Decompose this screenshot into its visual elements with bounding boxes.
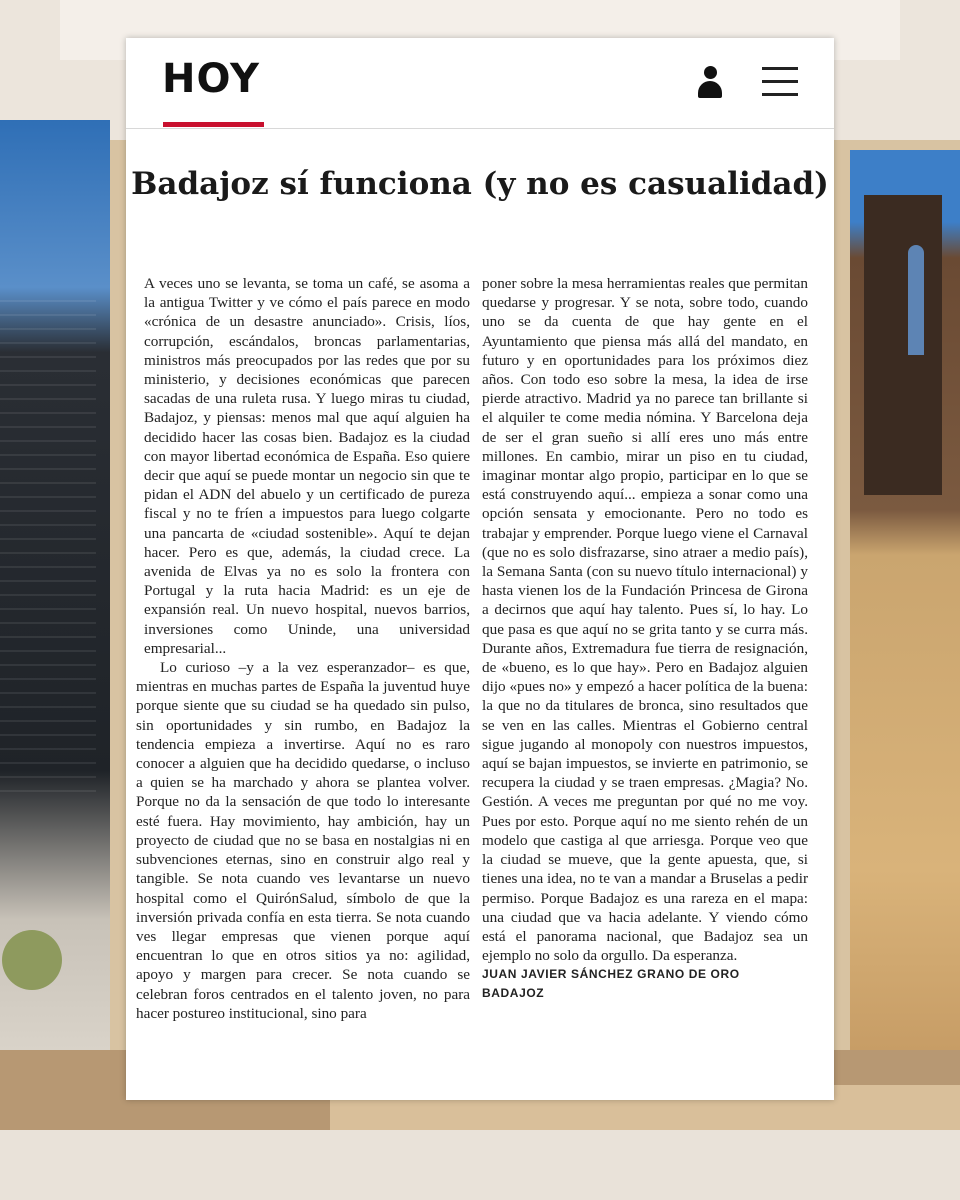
building-facade-lines bbox=[0, 300, 96, 800]
article-location: BADAJOZ bbox=[482, 986, 545, 1001]
castle-window bbox=[908, 245, 924, 355]
article-column-right bbox=[482, 274, 808, 1003]
user-icon-head bbox=[704, 66, 717, 79]
article-headline: Badajoz sí funciona (y no es casualidad) bbox=[131, 166, 829, 202]
masthead bbox=[126, 38, 834, 129]
menu-line bbox=[762, 93, 798, 96]
article-paragraph: poner sobre la mesa herramientas reales que permitan quedarse y progresar. Y se nota, sobre todo, cuando uno se da cuenta de que hay gente en el Ayuntamiento que piensa más allá del mandato, en futuro y en oportunidades para los próximos diez años. Con todo eso sobre la mesa, la idea de irse pierde atractivo. Madrid ya no parece tan brillante si el alquiler te come media nómina. Y Barcelona deja de ser el gran sueño si allí eres uno más entre millones. En cambio, mirar un piso en tu ciudad, imaginar montar algo propio, participar en lo que se está construyendo aquí... empieza a sonar como una opción sensata y emocionante. Pero no todo es trabajar y emprender. Porque luego viene el Carnaval (que no es solo disfrazarse, sino atraer a medio país), la Semana Santa (con su nuevo título internacional) y hasta vienen los de la Fundación Princesa de Girona a decirnos que aquí hay talento. Pues sí, lo hay. Lo que pasa es que aquí no se grita tanto y se curra más. Durante años, Extremadura fue tierra de resignación, de «bueno, es lo que hay». Pero en Badajoz alguien dijo «pues no» y empezó a hacer política de la buena: la que no da titulares de bronca, sino resultados que se ven en las calles. Mientras el Gobierno central sigue jugando al monopoly con nuestros impuestos, aquí se bajan impuestos, se invierte en patrimonio, se recupera la ciudad y se traen empresas. ¿Magia? No. Gestión. A veces me preguntan por qué no me voy. Pues por esto. Porque aquí no me siento rehén de un modelo que castiga al que arriesga. Porque veo que la ciudad se mueve, que la gente apuesta, que, si tienes una idea, no te van a mandar a Bruselas a pedir permiso. Porque Badajoz es una rareza en el mapa: una ciudad que va hacia adelante. Y viendo cómo está el panorama nacional, que Badajoz sea un ejemplo no solo da orgullo. Da esperanza. bbox=[482, 275, 808, 965]
logo-underline-bar bbox=[163, 122, 264, 127]
castle-tower bbox=[864, 195, 942, 495]
article-paragraph: A veces uno se levanta, se toma un café, se asoma a la antigua Twitter y ve cómo el país parece en modo «crónica de un desastre anunciado». Crisis, líos, corrupción, escándalos, broncas parlamentarias, ministros más preocupados por las redes que por su ministerio, y decisiones económicas que parecen sacadas de una ruleta rusa. Y luego miras tu ciudad, Badajoz, y piensas: menos mal que aquí alguien ha decidido hacer las cosas bien. Badajoz es la ciudad con mayor libertad económica de España. Eso quiere decir que aquí se puede montar un negocio sin que te pidan el ADN del abuelo y un certificado de pureza fiscal y no te fríen a impuestos para luego colgarte una pancarta de «ciudad sostenible». Aquí te dejan hacer. Pero es que, además, la ciudad crece. La avenida de Elvas ya no es solo la frontera con Portugal y la ruta hacia Madrid: es un eje de expansión real. Un nuevo hospital, nuevos barrios, inversiones como Uninde, una universidad empresarial... bbox=[144, 275, 470, 657]
menu-line bbox=[762, 80, 798, 83]
article-author: JUAN JAVIER SÁNCHEZ GRANO DE ORO bbox=[482, 967, 740, 982]
article-column-left bbox=[136, 274, 470, 1023]
menu-line bbox=[762, 67, 798, 70]
user-icon-body bbox=[698, 81, 722, 98]
newspaper-article-card bbox=[126, 38, 834, 1100]
torn-paper-bottom-layer bbox=[0, 1130, 960, 1200]
hamburger-menu-icon[interactable] bbox=[762, 65, 798, 97]
article-paragraph: Lo curioso –y a la vez esperanzador– es que, mientras en muchas partes de España la juventud huye porque siente que su ciudad se ha quedado sin pulso, sin oportunidades y sin rumbo, en Badajoz la tendencia empieza a invertirse. Aquí no es raro conocer a alguien que ha decidido quedarse, o incluso a quien se ha marchado y ahora se plantea volver. Porque no da la sensación de que todo lo interesante esté fuera. Hay movimiento, hay ambición, hay un proyecto de ciudad que no se basa en nostalgias ni en subvenciones eternas, sino en construir algo real y tangible. Se nota cuando ves levantarse un nuevo hospital como el QuirónSalud, símbolo de que la inversión privada confía en esta tierra. Se nota cuando ves llegar empresas que vienen porque aquí encuentran lo que en otros sitios ya no: agilidad, apoyo y margen para crecer. Se nota cuando se celebran foros centrados en el talento joven, no para hacer postureo institucional, sino para bbox=[136, 659, 470, 1022]
user-icon[interactable] bbox=[698, 66, 722, 100]
background-tree bbox=[2, 930, 62, 990]
hoy-logo[interactable]: HOY bbox=[162, 56, 261, 102]
